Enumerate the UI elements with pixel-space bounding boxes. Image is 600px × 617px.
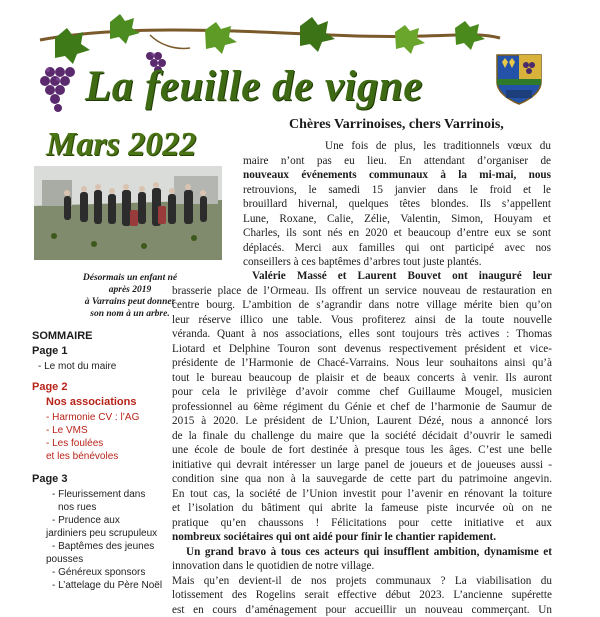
newsletter-title: La feuille de vigne [85, 62, 423, 111]
text-line: innovation dans le quotidien de notre village. [172, 559, 552, 574]
toc-item[interactable]: - Harmonie CV : l’AG [32, 411, 182, 424]
text-line: initiative qui devrait intéresser un large panel de joueurs et de joueuses aussi - [172, 458, 552, 473]
caption-line: son nom à un arbre. [30, 308, 230, 320]
text-line: Une fois de plus, les traditionnels vœux du [243, 139, 551, 154]
text-line: Mais qu’en devient-il de nos projets communaux ? La viabilisation du [172, 574, 552, 589]
toc-page-2[interactable]: Page 2 [32, 381, 182, 396]
text-line: condition sine qua non à la sauvegarde de cette part du patrimoine angevin. [172, 472, 552, 487]
text-line: retrouvions, le samedi 15 janvier dans le froid et le [243, 183, 551, 198]
toc-item[interactable]: et les bénévoles [32, 450, 182, 463]
toc-section[interactable]: Nos associations [32, 396, 182, 411]
caption-line: à Varrains peut donner [30, 296, 230, 308]
text-line: maire n’ont pas eu lieu. En attendant d’organiser de [243, 154, 551, 169]
text-line: brouillard hivernal, quelques têtes blondes. Ils s’appellent [243, 197, 551, 212]
issue-date: Mars 2022 [46, 126, 196, 164]
text-line: est en cours d’aménagement pour accueillir un nouveau commerçant. Un [172, 603, 552, 617]
text-line: Liotard et Delphine Touron sont devenus respectivement président et vice- [172, 342, 552, 357]
caption-line: après 2019 [30, 284, 230, 296]
toc-page-1[interactable]: Page 1 [32, 345, 182, 360]
grape-leaf-icon [55, 14, 485, 64]
text-line: de la finale du challenge du maire que la société décidait d’ouvrir le samedi [172, 429, 552, 444]
caption-line: Désormais un enfant né [30, 272, 230, 284]
toc-item[interactable]: - L’attelage du Père Noël [32, 579, 182, 592]
table-of-contents [32, 330, 182, 592]
village-crest-icon [494, 52, 544, 106]
toc-item: nos rues [32, 501, 182, 514]
text-line: pour cela le privilège d’avoir comme chef Guillaume Mougel, musicien [172, 385, 552, 400]
toc-item[interactable]: - Généreux sponsors [32, 566, 182, 579]
text-line: 2015 à 2020. Le président de L’Union, Laurent Dézé, nous a annoncé lors [172, 414, 552, 429]
text-line: véranda. Quant à nos associations, elles sont toujours très actives : Thomas [172, 327, 552, 342]
text-line: En tout cas, la société de l’Union investit pour l’avenir en rénovant la toiture [172, 487, 552, 502]
toc-item[interactable]: - Le VMS [32, 424, 182, 437]
text-line: tout le bureau beaucoup de plaisir et de beaux concerts à venir. Ils auront [172, 371, 552, 386]
article-paragraph-2 [172, 269, 552, 617]
text-line: centre bourg. L’ambition de s’agrandir dans notre village mérite bien qu’on [172, 298, 552, 313]
text-line: présidente de l’Harmonie de Chacé-Varrains. Nous leur souhaitons ainsi qu’à [172, 356, 552, 371]
text-line: et l’isolation du bâtiment qui abrite la fameuse piste incurvée où on ne [172, 501, 552, 516]
toc-item[interactable]: - Fleurissement dans [32, 488, 182, 501]
group-photo [34, 166, 222, 260]
toc-item: pousses [32, 553, 182, 566]
sommaire-heading: SOMMAIRE [32, 330, 182, 345]
toc-item[interactable]: - Prudence aux [32, 514, 182, 527]
toc-item[interactable]: - Les foulées [32, 437, 182, 450]
text-line: Un grand bravo à tous ces acteurs qui insufflent ambition, dynamisme et [172, 545, 552, 560]
text-line: leur réserve illico une table. Vous profiterez ainsi de la toute nouvelle [172, 313, 552, 328]
text-line: lotissement des Rogelins serait effective début 2023. L’ancienne supérette [172, 588, 552, 603]
text-line: pratique qu’en chaussons ! Félicitations pour cette initiative et aux [172, 516, 552, 531]
text-line: nombreux sociétaires qui ont aidé pour finir le chantier rapidement. [172, 530, 552, 545]
text-line: nouveaux événements communaux à la mi-mai, nous [243, 168, 551, 183]
text-line: une école de boule de fort destinée à presque tous les âges. C’est une belle [172, 443, 552, 458]
toc-item[interactable]: - Le mot du maire [32, 360, 182, 373]
text-line: Charles, ils sont nés en 2020 et beaucoup d’entre eux se sont [243, 226, 551, 241]
greeting: Chères Varrinoises, chers Varrinois, [289, 117, 504, 133]
text-line: professionnel au 6ème régiment du Génie et chef de l’harmonie de Saumur de [172, 400, 552, 415]
toc-page-3[interactable]: Page 3 [32, 473, 182, 488]
text-line: conseillers à ces baptêmes d’arbres tout juste plantés. [243, 255, 551, 270]
toc-item[interactable]: - Baptêmes des jeunes [32, 540, 182, 553]
text-line: brasserie place de l’Ormeau. Ils offrent un service nouveau de restauration en [172, 284, 552, 299]
text-line: Lune, Roxane, Calie, Zélie, Valentin, Simon, Houyam et [243, 212, 551, 227]
text-line: déplacés. Merci aux familles qui ont participé avec nos [243, 241, 551, 256]
toc-item: jardiniers peu scrupuleux [32, 527, 182, 540]
article-paragraph-1 [243, 139, 551, 270]
text-line: Valérie Massé et Laurent Bouvet ont inauguré leur [172, 269, 552, 284]
